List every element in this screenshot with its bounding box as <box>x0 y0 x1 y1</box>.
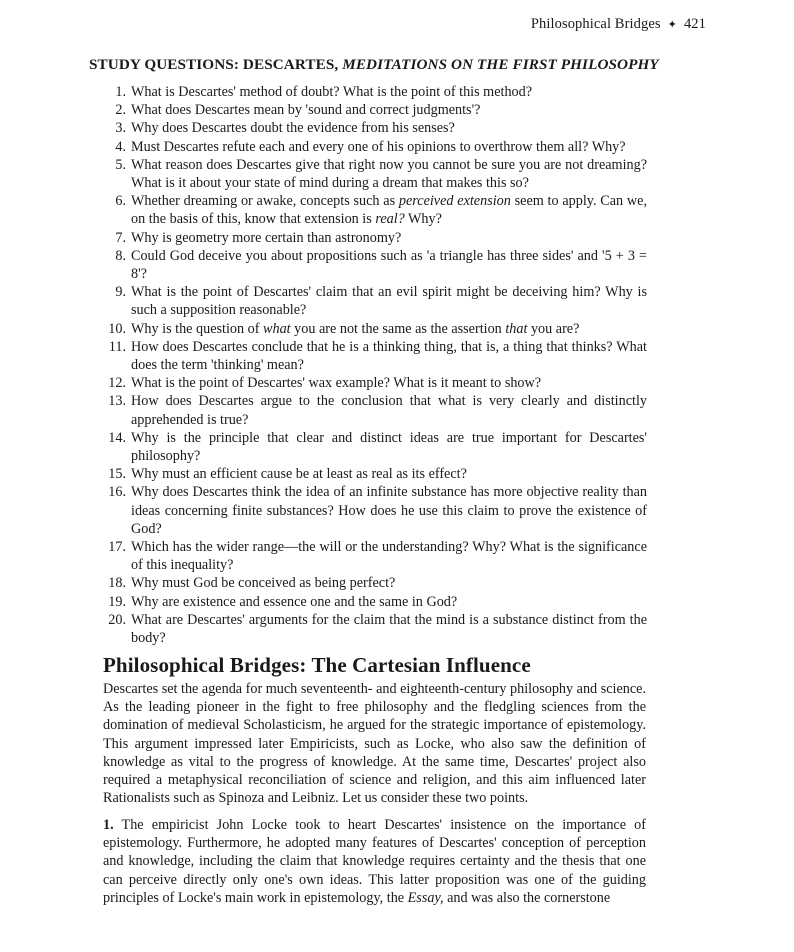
question-text: How does Descartes conclude that he is a thinking thing, that is, a thing that thinks? What does the term 'thinking' mean? <box>131 338 647 374</box>
question-item <box>104 392 647 428</box>
ornament-icon: ✦ <box>667 19 677 31</box>
question-text-part: Whether dreaming or awake, concepts such as <box>131 193 399 210</box>
study-questions-heading <box>89 56 689 74</box>
question-number: 13. <box>108 393 126 410</box>
question-text: What is Descartes' method of doubt? What is the point of this method? <box>131 84 533 100</box>
question-item <box>104 229 647 247</box>
question-text: What are Descartes' arguments for the claim that the mind is a substance distinct from the body? <box>131 611 647 647</box>
section-title: Philosophical Bridges: The Cartesian Influence <box>103 653 531 677</box>
question-text: What reason does Descartes give that right now you cannot be sure you are not dreaming? What is it about your state of mind during a dream that makes this so? <box>131 156 647 192</box>
question-number: 18. <box>108 575 126 592</box>
question-number: 1. <box>115 84 126 100</box>
body-paragraph <box>103 816 646 907</box>
question-number: 6. <box>115 193 126 210</box>
paragraph-number: 1. <box>103 817 114 833</box>
question-number: 7. <box>115 229 126 246</box>
question-text-part: Why is the question of <box>131 320 264 337</box>
question-text <box>131 321 579 337</box>
question-text: Which has the wider range—the will or the understanding? Why? What is the significance of this inequality? <box>131 539 647 574</box>
question-text <box>131 193 647 227</box>
question-text: What does Descartes mean by 'sound and correct judgments'? <box>131 102 481 119</box>
question-number: 12. <box>108 375 126 392</box>
question-text: Must Descartes refute each and every one of his opinions to overthrow them all? Why? <box>131 138 626 155</box>
question-item <box>104 611 647 647</box>
question-text-emphasis: what <box>263 320 291 337</box>
study-questions-list <box>104 83 647 647</box>
study-questions-heading-prefix: STUDY QUESTIONS: DESCARTES, <box>89 56 343 73</box>
question-item <box>104 283 647 319</box>
question-number: 4. <box>115 138 126 155</box>
body-paragraph: Descartes set the agenda for much seventeenth- and eighteenth-century philosophy and science. As the leading pioneer in the fight to free philosophy and the fledgling sciences from the domination of medieval Scholasticism, he argued for the strategic importance of epistemology. This argument impressed later Empiricists, such as Locke, who also saw the definition of knowledge as vital to the progress of knowledge. At the same time, Descartes' project also required a metaphysical reconciliation of science and religion, and this aim influenced later Rationalists such as Spinoza and Leibniz. Let us consider these two points. <box>103 681 646 807</box>
question-number: 20. <box>108 611 126 628</box>
question-item <box>104 429 647 465</box>
question-text: What is the point of Descartes' wax example? What is it meant to show? <box>131 375 542 392</box>
question-item <box>104 538 647 574</box>
question-item <box>104 374 647 392</box>
question-text: How does Descartes argue to the conclusion that what is very clearly and distinctly apprehended is true? <box>131 393 647 428</box>
question-item <box>104 156 647 192</box>
question-text-part: Why? <box>404 211 442 228</box>
question-item <box>104 192 647 228</box>
question-item <box>104 138 647 156</box>
page-number: 421 <box>683 16 706 32</box>
running-head-title: Philosophical Bridges <box>530 16 661 32</box>
question-text: What is the point of Descartes' claim that an evil spirit might be deceiving him? Why is such a supposition reasonable? <box>131 284 647 319</box>
question-text: Could God deceive you about propositions such as 'a triangle has three sides' and '5 + 3 = 8'? <box>131 247 647 283</box>
question-text: Why must God be conceived as being perfect? <box>131 575 396 592</box>
running-head <box>531 16 706 33</box>
question-text: Why is the principle that clear and distinct ideas are true important for Descartes' philosophy? <box>131 429 647 465</box>
question-number: 10. <box>108 320 126 337</box>
question-number: 15. <box>108 466 126 483</box>
question-item <box>104 119 647 137</box>
question-item <box>104 247 647 283</box>
question-text: Why must an efficient cause be at least as real as its effect? <box>131 466 467 483</box>
paragraph-text: The empiricist John Locke took to heart Descartes' insistence on the importance of epistemology. Furthermore, he adopted many features of Descartes' conception of perception and knowledge, including the claim that knowledge requires certainty and the thesis that one can perceive directly only one's own ideas. This latter proposition was one of the guiding principles of Locke's main work in epistemology, the <box>103 817 646 906</box>
question-text: Why is geometry more certain than astronomy? <box>131 229 402 246</box>
question-number: 11. <box>108 338 126 355</box>
question-item <box>104 320 647 338</box>
question-text-part: you are not the same as the assertion <box>290 320 506 337</box>
question-number: 5. <box>115 156 126 173</box>
question-item <box>104 483 647 538</box>
question-item <box>104 83 647 101</box>
question-text-part: seem to apply. Can we, on the basis of this, know that extension is <box>131 193 647 228</box>
question-number: 14. <box>108 429 126 446</box>
question-number: 16. <box>108 484 126 501</box>
question-item <box>104 593 647 611</box>
question-item <box>104 101 647 119</box>
paragraph-text: and was also the cornerstone <box>443 889 611 906</box>
question-number: 3. <box>115 120 126 137</box>
question-number: 2. <box>115 102 126 119</box>
question-number: 17. <box>108 539 126 556</box>
question-text-emphasis: that <box>505 320 528 337</box>
question-text-part: you are? <box>527 320 580 337</box>
question-text-emphasis: real? <box>375 211 405 228</box>
question-item <box>104 465 647 483</box>
question-item <box>104 338 647 374</box>
question-text: Why are existence and essence one and the same in God? <box>131 593 458 610</box>
question-number: 9. <box>115 284 126 301</box>
study-questions-heading-title: MEDITATIONS ON THE FIRST PHILOSOPHY <box>342 56 659 73</box>
question-text-emphasis: perceived extension <box>398 193 511 210</box>
question-number: 19. <box>108 593 126 610</box>
question-text: Why does Descartes doubt the evidence from his senses? <box>131 120 455 137</box>
paragraph-emphasis: Essay, <box>407 889 444 906</box>
question-text: Why does Descartes think the idea of an infinite substance has more objective reality than ideas concerning finite substances? How does he use this claim to prove the existence of God? <box>131 484 647 537</box>
question-number: 8. <box>115 247 126 264</box>
question-item <box>104 574 647 592</box>
